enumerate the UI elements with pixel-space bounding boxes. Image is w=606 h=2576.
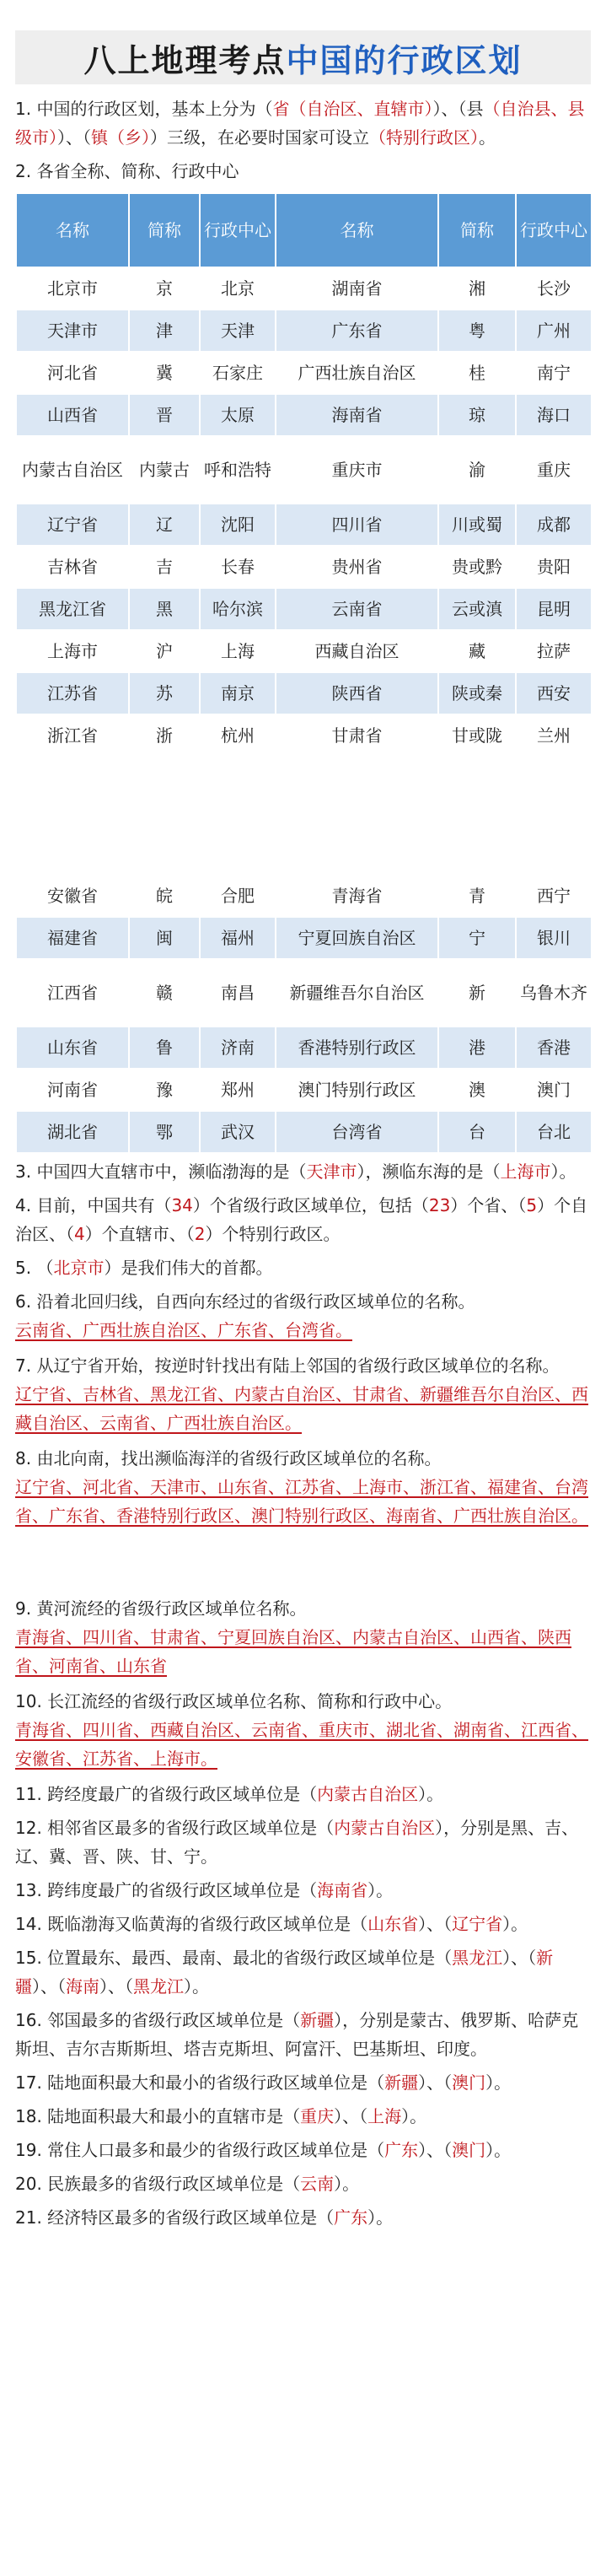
- q1-text-a: 1. 中国的行政区划，基本上分为（: [15, 99, 273, 119]
- cell-name: 吉林省: [16, 546, 129, 588]
- table-row: [16, 436, 592, 504]
- cell-abbr: 贵或黔: [438, 546, 516, 588]
- q19-answer-2: 澳门: [452, 2140, 486, 2160]
- cell-abbr: 黑: [129, 588, 200, 630]
- q1-text-e: ）、（: [57, 127, 91, 148]
- q4-text-i: ）个直辖市、（: [84, 1224, 195, 1244]
- cell-abbr: 赣: [129, 959, 200, 1027]
- table-header-row: [16, 193, 592, 267]
- cell-capital: 武汉: [200, 1111, 276, 1153]
- header-name: 名称: [16, 193, 129, 267]
- answer-9: 青海省、四川省、甘肃省、宁夏回族自治区、内蒙古自治区、山西省、陕西省、河南省、山东省: [15, 1627, 571, 1676]
- cell-abbr: 沪: [129, 630, 200, 672]
- cell-name: 江苏省: [16, 672, 129, 714]
- cell-abbr: 浙: [129, 714, 200, 757]
- cell-capital: 拉萨: [516, 630, 592, 672]
- q4-text-g: ）个自治区、（: [15, 1195, 588, 1244]
- header-abbr: 简称: [129, 193, 200, 267]
- cell-name: 河北省: [16, 352, 129, 394]
- q3-text-e: ）。: [550, 1161, 577, 1182]
- q16-answer: 新疆: [300, 2010, 335, 2030]
- q1-answer-county: （自治县、县级市）: [15, 99, 585, 148]
- cell-abbr: 澳: [438, 1069, 516, 1111]
- province-table-part-2: [15, 874, 593, 1154]
- cell-name: 陕西省: [276, 672, 438, 714]
- q3-text-a: 3. 中国四大直辖市中，濒临渤海的是（: [15, 1161, 307, 1182]
- question-11: 11. 跨经度最广的省级行政区域单位是（内蒙古自治区）。: [15, 1784, 444, 1804]
- cell-capital: 天津: [200, 310, 276, 352]
- question-2: 2. 各省全称、简称、行政中心: [15, 161, 239, 181]
- q18-answer-2: 上海: [367, 2106, 402, 2126]
- cell-capital: 北京: [200, 267, 276, 310]
- cell-capital: 济南: [200, 1027, 276, 1069]
- q20-answer: 云南: [300, 2174, 335, 2194]
- answer-10: 青海省、四川省、西藏自治区、云南省、重庆市、湖北省、湖南省、江西省、安徽省、江苏省、上海市。: [15, 1720, 588, 1769]
- question-15: 15. 位置最东、最西、最南、最北的省级行政区域单位是（黑龙江）、（新疆）、（海南）、（黑龙江）。: [15, 1948, 554, 1997]
- cell-abbr: 津: [129, 310, 200, 352]
- q21-answer: 广东: [334, 2207, 368, 2228]
- cell-abbr: 港: [438, 1027, 516, 1069]
- table-row: [16, 1069, 592, 1111]
- cell-abbr: 甘或陇: [438, 714, 516, 757]
- cell-name: 黑龙江省: [16, 588, 129, 630]
- cell-name: 湖南省: [276, 267, 438, 310]
- question-8: 8. 由北向南，找出濒临海洋的省级行政区域单位的名称。: [15, 1448, 442, 1469]
- page-title: [15, 30, 591, 84]
- question-5: [15, 1253, 591, 1282]
- cell-abbr: 皖: [129, 875, 200, 917]
- cell-name: 澳门特别行政区: [276, 1069, 438, 1111]
- cell-capital: 海口: [516, 394, 592, 436]
- cell-capital: 成都: [516, 504, 592, 546]
- cell-abbr: 桂: [438, 352, 516, 394]
- table-row: [16, 394, 592, 436]
- q13-answer: 海南省: [317, 1880, 368, 1900]
- q4-text-e: ）个省、（: [450, 1195, 527, 1215]
- table-row: [16, 714, 592, 757]
- q15-answer-west: 新疆: [15, 1948, 554, 1997]
- q11-answer: 内蒙古自治区: [317, 1784, 419, 1804]
- cell-name: 广西壮族自治区: [276, 352, 438, 394]
- question-13: 13. 跨纬度最广的省级行政区域单位是（海南省）。: [15, 1880, 394, 1900]
- q5-text-a: 5. （: [15, 1258, 54, 1278]
- cell-abbr: 闽: [129, 917, 200, 959]
- cell-capital: 郑州: [200, 1069, 276, 1111]
- question-9: 9. 黄河流经的省级行政区域单位名称。: [15, 1598, 307, 1619]
- cell-name: 云南省: [276, 588, 438, 630]
- cell-abbr: 内蒙古: [129, 436, 200, 504]
- cell-name: 台湾省: [276, 1111, 438, 1153]
- cell-capital: 台北: [516, 1111, 592, 1153]
- table-row: [16, 672, 592, 714]
- cell-name: 广东省: [276, 310, 438, 352]
- cell-capital: 西安: [516, 672, 592, 714]
- q5-text-c: ）是我们伟大的首都。: [104, 1258, 273, 1278]
- cell-capital: 杭州: [200, 714, 276, 757]
- q3-answer-bohai: 天津市: [306, 1161, 357, 1182]
- header-abbr: 简称: [438, 193, 516, 267]
- q14-answer-1: 山东省: [367, 1914, 419, 1934]
- cell-name: 西藏自治区: [276, 630, 438, 672]
- cell-abbr: 云或滇: [438, 588, 516, 630]
- cell-capital: 南京: [200, 672, 276, 714]
- cell-capital: 南昌: [200, 959, 276, 1027]
- q14-answer-2: 辽宁省: [452, 1914, 503, 1934]
- question-17: 17. 陆地面积最大和最小的省级行政区域单位是（新疆）、（澳门）。: [15, 2072, 512, 2093]
- table-row: [16, 504, 592, 546]
- cell-capital: 贵阳: [516, 546, 592, 588]
- question-19: 19. 常住人口最多和最少的省级行政区域单位是（广东）、（澳门）。: [15, 2140, 512, 2160]
- cell-name: 安徽省: [16, 875, 129, 917]
- answer-7: 辽宁省、吉林省、黑龙江省、内蒙古自治区、甘肃省、新疆维吾尔自治区、西藏自治区、云南省、广西壮族自治区。: [15, 1384, 588, 1433]
- answer-8: 辽宁省、河北省、天津市、山东省、江苏省、上海市、浙江省、福建省、台湾省、广东省、香港特别行政区、澳门特别行政区、海南省、广西壮族自治区。: [15, 1477, 588, 1526]
- cell-abbr: 藏: [438, 630, 516, 672]
- cell-name: 上海市: [16, 630, 129, 672]
- q12-answer: 内蒙古自治区: [334, 1818, 436, 1838]
- q17-answer-2: 澳门: [452, 2072, 486, 2093]
- cell-name: 甘肃省: [276, 714, 438, 757]
- question-12: 12. 相邻省区最多的省级行政区域单位是（内蒙古自治区），分别是黑、吉、辽、冀、晋、陕、甘、宁。: [15, 1818, 579, 1867]
- question-20: 20. 民族最多的省级行政区域单位是（云南）。: [15, 2174, 360, 2194]
- table-row: [16, 546, 592, 588]
- cell-abbr: 台: [438, 1111, 516, 1153]
- cell-capital: 呼和浩特: [200, 436, 276, 504]
- q4-answer-autonomous: 5: [526, 1195, 538, 1215]
- q1-text-i: 。: [479, 127, 496, 148]
- cell-abbr: 川或蜀: [438, 504, 516, 546]
- question-18: 18. 陆地面积最大和最小的直辖市是（重庆）、（上海）。: [15, 2106, 427, 2126]
- q15-answer-east: 黑龙江: [452, 1948, 503, 1968]
- cell-name: 浙江省: [16, 714, 129, 757]
- cell-capital: 兰州: [516, 714, 592, 757]
- q5-answer: 北京市: [53, 1258, 105, 1278]
- cell-name: 湖北省: [16, 1111, 129, 1153]
- table-row: [16, 352, 592, 394]
- cell-capital: 银川: [516, 917, 592, 959]
- cell-name: 贵州省: [276, 546, 438, 588]
- table-row: [16, 917, 592, 959]
- q3-text-c: ），濒临东海的是（: [357, 1161, 501, 1182]
- province-table-part-1: [15, 192, 593, 757]
- cell-name: 新疆维吾尔自治区: [276, 959, 438, 1027]
- cell-abbr: 湘: [438, 267, 516, 310]
- cell-capital: 西宁: [516, 875, 592, 917]
- cell-abbr: 宁: [438, 917, 516, 959]
- cell-name: 宁夏回族自治区: [276, 917, 438, 959]
- cell-name: 重庆市: [276, 436, 438, 504]
- cell-capital: 广州: [516, 310, 592, 352]
- cell-name: 四川省: [276, 504, 438, 546]
- question-4: [15, 1191, 591, 1248]
- cell-name: 香港特别行政区: [276, 1027, 438, 1069]
- cell-capital: 太原: [200, 394, 276, 436]
- question-14: 14. 既临渤海又临黄海的省级行政区域单位是（山东省）、（辽宁省）。: [15, 1914, 528, 1934]
- cell-capital: 合肥: [200, 875, 276, 917]
- q4-answer-total: 34: [171, 1195, 193, 1215]
- cell-name: 福建省: [16, 917, 129, 959]
- header-capital: 行政中心: [200, 193, 276, 267]
- title-part-2: 中国的行政区划: [286, 41, 523, 79]
- cell-name: 青海省: [276, 875, 438, 917]
- cell-abbr: 豫: [129, 1069, 200, 1111]
- cell-name: 北京市: [16, 267, 129, 310]
- q19-answer-1: 广东: [384, 2140, 419, 2160]
- cell-name: 河南省: [16, 1069, 129, 1111]
- q18-answer-1: 重庆: [300, 2106, 335, 2126]
- table-row: [16, 630, 592, 672]
- cell-capital: 重庆: [516, 436, 592, 504]
- table-row: [16, 959, 592, 1027]
- cell-abbr: 琼: [438, 394, 516, 436]
- q4-answer-provinces: 23: [428, 1195, 451, 1215]
- cell-capital: 沈阳: [200, 504, 276, 546]
- q1-answer-sar: （特别行政区）: [369, 127, 479, 148]
- cell-capital: 南宁: [516, 352, 592, 394]
- question-1: [15, 94, 591, 152]
- cell-capital: 长春: [200, 546, 276, 588]
- table-row: [16, 875, 592, 917]
- cell-capital: 乌鲁木齐: [516, 959, 592, 1027]
- cell-abbr: 陕或秦: [438, 672, 516, 714]
- q1-answer-town: 镇（乡）: [91, 127, 150, 148]
- question-21: 21. 经济特区最多的省级行政区域单位是（广东）。: [15, 2207, 394, 2228]
- cell-capital: 上海: [200, 630, 276, 672]
- q1-text-c: ）、（县: [432, 99, 484, 119]
- q4-text-k: ）个特别行政区。: [205, 1224, 341, 1244]
- cell-abbr: 青: [438, 875, 516, 917]
- cell-capital: 香港: [516, 1027, 592, 1069]
- cell-capital: 哈尔滨: [200, 588, 276, 630]
- cell-name: 辽宁省: [16, 504, 129, 546]
- cell-name: 天津市: [16, 310, 129, 352]
- cell-abbr: 鲁: [129, 1027, 200, 1069]
- q1-text-g: ）三级，在必要时国家可设立: [150, 127, 369, 148]
- q17-answer-1: 新疆: [384, 2072, 419, 2093]
- q4-text-c: ）个省级行政区域单位，包括（: [192, 1195, 429, 1215]
- question-10: 10. 长江流经的省级行政区域单位名称、简称和行政中心。: [15, 1691, 453, 1711]
- cell-capital: 石家庄: [200, 352, 276, 394]
- cell-capital: 昆明: [516, 588, 592, 630]
- table-row: [16, 310, 592, 352]
- header-name: 名称: [276, 193, 438, 267]
- question-3: [15, 1157, 591, 1186]
- question-6: 6. 沿着北回归线，自西向东经过的省级行政区域单位的名称。: [15, 1291, 475, 1312]
- table-row: [16, 1027, 592, 1069]
- cell-abbr: 吉: [129, 546, 200, 588]
- cell-abbr: 晋: [129, 394, 200, 436]
- cell-capital: 福州: [200, 917, 276, 959]
- cell-name: 内蒙古自治区: [16, 436, 129, 504]
- q3-answer-donghai: 上海市: [500, 1161, 551, 1182]
- cell-abbr: 苏: [129, 672, 200, 714]
- cell-abbr: 新: [438, 959, 516, 1027]
- cell-abbr: 粤: [438, 310, 516, 352]
- q4-answer-municipalities: 4: [74, 1224, 85, 1244]
- cell-abbr: 鄂: [129, 1111, 200, 1153]
- q15-answer-north: 黑龙江: [133, 1976, 184, 1997]
- answer-6: 云南省、广西壮族自治区、广东省、台湾省。: [15, 1320, 352, 1340]
- question-16: 16. 邻国最多的省级行政区域单位是（新疆），分别是蒙古、俄罗斯、哈萨克斯坦、吉尔吉斯斯坦、塔吉克斯坦、阿富汗、巴基斯坦、印度。: [15, 2010, 579, 2059]
- title-part-1: 八上地理考点: [83, 41, 287, 79]
- cell-abbr: 京: [129, 267, 200, 310]
- cell-capital: 澳门: [516, 1069, 592, 1111]
- cell-name: 海南省: [276, 394, 438, 436]
- table-row: [16, 267, 592, 310]
- q1-answer-province: 省（自治区、直辖市）: [272, 99, 433, 119]
- table-row: [16, 1111, 592, 1153]
- cell-abbr: 渝: [438, 436, 516, 504]
- table-row: [16, 588, 592, 630]
- header-capital: 行政中心: [516, 193, 592, 267]
- cell-name: 山东省: [16, 1027, 129, 1069]
- cell-name: 江西省: [16, 959, 129, 1027]
- q4-answer-sar: 2: [194, 1224, 206, 1244]
- q15-answer-south: 海南: [66, 1976, 99, 1997]
- document-page: [15, 0, 591, 2232]
- cell-capital: 长沙: [516, 267, 592, 310]
- question-7: 7. 从辽宁省开始，按逆时针找出有陆上邻国的省级行政区域单位的名称。: [15, 1355, 560, 1376]
- cell-name: 山西省: [16, 394, 129, 436]
- cell-abbr: 冀: [129, 352, 200, 394]
- cell-abbr: 辽: [129, 504, 200, 546]
- q4-text-a: 4. 目前，中国共有（: [15, 1195, 172, 1215]
